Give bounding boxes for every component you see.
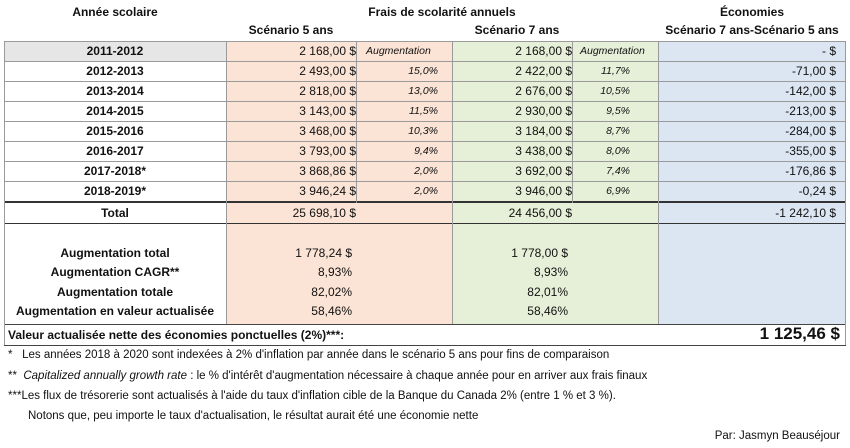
scenario5-amount: 3 868,86 $ (299, 164, 356, 178)
scenario7-total: 24 456,00 $ (508, 206, 572, 220)
summary-scenario5-value: 1 778,24 $ (295, 246, 352, 260)
summary-label: Augmentation totale (57, 285, 173, 299)
footnote-3 (8, 390, 616, 402)
year-cell: 2011-2012 (86, 44, 144, 58)
scenario7-amount: 3 184,00 $ (515, 124, 572, 138)
table-row (4, 61, 846, 81)
grid-line (4, 181, 846, 182)
footnote-text: : le % d'intérêt d'augmentation nécessaire à chaque année pour en arriver aux frais finaux (187, 370, 648, 382)
summary-label: Augmentation total (60, 246, 170, 260)
grid-line (4, 223, 846, 224)
grid-line (4, 345, 846, 346)
npv-label: Valeur actualisée nette des économies ponctuelles (2%)***: (8, 328, 345, 342)
scenario7-increase: 9,5% (606, 105, 630, 117)
scenario7-amount: 3 692,00 $ (515, 164, 572, 178)
grid-line (226, 41, 227, 324)
summary-scenario7-value: 8,93% (533, 265, 568, 279)
grid-line (4, 61, 846, 62)
footnote-marker: ** (8, 370, 17, 382)
year-cell: 2017-2018* (83, 164, 147, 178)
grid-line (658, 41, 659, 324)
savings-amount: -142,00 $ (785, 84, 836, 98)
savings-amount: -355,00 $ (785, 144, 836, 158)
scenario5-increase: Augmentation (366, 45, 431, 57)
summary-scenario5-value: 82,02% (311, 285, 352, 299)
scenario7-increase: 7,4% (606, 165, 630, 177)
footnote-1 (8, 349, 609, 361)
footnote-4 (28, 410, 478, 422)
scenario7-amount: 3 946,00 $ (515, 184, 572, 198)
summary-scenario7-value: 1 778,00 $ (511, 246, 568, 260)
total-row (4, 203, 846, 223)
footnote-2 (8, 370, 647, 382)
savings-amount: -213,00 $ (785, 104, 836, 118)
scenario5-total: 25 698,10 $ (292, 206, 356, 220)
savings-column-header: Économies (719, 5, 785, 19)
scenario5-header: Scénario 5 ans (248, 23, 334, 37)
summary-scenario5-value: 8,93% (317, 265, 352, 279)
savings-amount: -284,00 $ (785, 124, 836, 138)
savings-amount: -0,24 $ (798, 184, 836, 198)
grid-line (4, 161, 846, 162)
footnote-text: Notons que, peu importe le taux d'actualisation, le résultat aurait été une économie nette (28, 410, 479, 422)
grid-line (845, 41, 846, 345)
scenario5-amount: 2 168,00 $ (299, 44, 356, 58)
table-row (4, 121, 846, 141)
grid-line (4, 101, 846, 102)
scenario7-increase: 8,7% (606, 125, 630, 137)
table-row (4, 181, 846, 201)
year-cell: 2012-2013 (86, 64, 144, 78)
grid-line (452, 41, 453, 324)
savings-amount: -176,86 $ (785, 164, 836, 178)
summary-scenario5-value: 58,46% (311, 304, 352, 318)
fees-column-header: Frais de scolarité annuels (368, 5, 516, 19)
savings-subheader: Scénario 7 ans-Scénario 5 ans (665, 23, 839, 37)
author-credit: Par: Jasmyn Beauséjour (714, 430, 840, 442)
grid-line (572, 41, 573, 203)
scenario7-increase: 6,9% (606, 185, 630, 197)
year-cell: 2014-2015 (86, 104, 144, 118)
scenario5-increase: 2,0% (414, 185, 438, 197)
table-row (4, 141, 846, 161)
table-row (4, 101, 846, 121)
scenario7-increase: 10,5% (600, 85, 630, 97)
scenario7-increase: 11,7% (601, 65, 630, 77)
total-label: Total (101, 206, 129, 220)
scenario7-header: Scénario 7 ans (474, 23, 560, 37)
savings-total: -1 242,10 $ (775, 206, 836, 220)
grid-line (4, 81, 846, 82)
scenario5-increase: 13,0% (408, 85, 438, 97)
savings-amount: - $ (821, 44, 836, 58)
scenario7-amount: 3 438,00 $ (515, 144, 572, 158)
year-cell: 2015-2016 (86, 124, 144, 138)
summary-scenario7-value: 58,46% (527, 304, 568, 318)
year-column-header: Année scolaire (72, 5, 158, 19)
footnote-marker: *** (8, 390, 22, 402)
scenario5-amount: 2 493,00 $ (299, 64, 356, 78)
grid-line (4, 201, 846, 203)
summary-scenario7-value: 82,01% (527, 285, 568, 299)
scenario7-amount: 2 676,00 $ (515, 84, 572, 98)
year-cell: 2018-2019* (83, 184, 147, 198)
scenario5-increase: 15,0% (408, 65, 438, 77)
scenario7-amount: 2 930,00 $ (515, 104, 572, 118)
scenario5-increase: 9,4% (414, 145, 438, 157)
table-row (4, 161, 846, 181)
grid-line (356, 41, 357, 203)
grid-line (4, 41, 846, 42)
footnote-text: Les flux de trésorerie sont actualisés à l'aide du taux d'inflation cible de la Banque du Canada 2% (entre 1 % et 3 %). (21, 390, 616, 402)
scenario5-amount: 3 946,24 $ (299, 184, 356, 198)
scenario7-increase: 8,0% (606, 145, 630, 157)
scenario5-amount: 3 143,00 $ (299, 104, 356, 118)
savings-amount: -71,00 $ (791, 64, 836, 78)
scenario5-amount: 3 468,00 $ (299, 124, 356, 138)
summary-label: Augmentation CAGR** (50, 265, 180, 279)
footnote-text: Les années 2018 à 2020 sont indexées à 2% d'inflation par année dans le scénario 5 ans pour fins de comparaison (22, 349, 610, 361)
year-cell: 2013-2014 (86, 84, 144, 98)
scenario7-amount: 2 422,00 $ (515, 64, 572, 78)
table-row (4, 41, 846, 61)
scenario7-increase: Augmentation (580, 45, 645, 57)
year-cell: 2016-2017 (86, 144, 144, 158)
grid-line (4, 121, 846, 122)
scenario5-amount: 2 818,00 $ (299, 84, 356, 98)
grid-line (4, 41, 5, 345)
scenario5-increase: 11,5% (409, 105, 438, 117)
footnote-italic: Capitalized annually growth rate (23, 370, 187, 382)
npv-value: 1 125,46 $ (759, 324, 840, 343)
scenario5-amount: 3 793,00 $ (299, 144, 356, 158)
scenario5-increase: 10,3% (408, 125, 438, 137)
summary-label: Augmentation en valeur actualisée (15, 304, 215, 318)
grid-line (4, 141, 846, 142)
table-row (4, 81, 846, 101)
scenario5-increase: 2,0% (414, 165, 438, 177)
footnote-marker: * (8, 349, 13, 361)
scenario7-amount: 2 168,00 $ (515, 44, 572, 58)
